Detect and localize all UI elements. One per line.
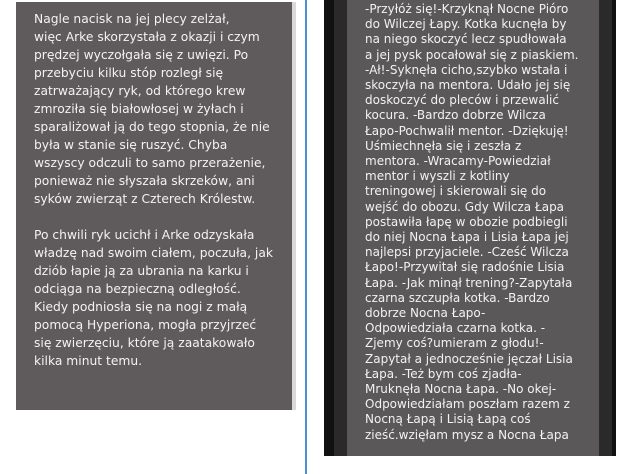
left-story-panel: [16, 2, 292, 410]
left-paragraph-1: Nagle nacisk na jej plecy zelżał, więc Arke skorzystała z okazji i czym prędzej wyczołgała się z uwięzi. Po przebyciu kilku stóp rozległ się zatrważający ryk, od którego krew zmroziła się białowłosej w żyłach i sparaliżował ją do tego stopnia, że nie była w stanie się ruszyć. Chyba wszyscy odczuli to samo przerażenie, ponieważ nie słyszała skrzeków, ani syków zwierząt z Czterech Królestw.: [34, 12, 270, 206]
left-paragraph-2: Po chwili ryk ucichł i Arke odzyskała władzę nad swoim ciałem, poczuła, jak dziób łapie ją za ubrania na karku i odciąga na bezpieczną odległość. Kiedy podniosła się na nogi z małą pomocą Hyperiona, mogła przyjrzeć się zwierzęciu, które ją zaatakowało kilka minut temu.: [34, 228, 273, 368]
vertical-divider: [305, 0, 307, 474]
right-story-panel: [347, 0, 599, 456]
left-panel-shadow: [292, 2, 296, 410]
right-story-text: -Przyłóż się!-Krzyknął Nocne Pióro do Wilczej Łapy. Kotka kucnęła by na niego skoczyć lecz spudłowała a jej pysk pocałował się z piaskiem. -Ał!-Syknęła cicho,szybko wstała i skoczyła na mentora. Udało jej się doskoczyć do pleców i przewalić kocura. -Bardzo dobrze Wilcza Łapo-Pochwalił mentor. -Dziękuję! Uśmiechnęła się i zeszła z mentora. -Wracamy-Powiedział mentor i wyszli z kotliny treningowej i skierowali się do wejść do obozu. Gdy Wilcza Łapa postawiła łapę w obozie podbiegli do niej Nocna Łapa i Lisia Łapa jej najlepsi przyjaciele. -Cześć Wilcza Łapo!-Przywitał się radośnie Lisia Łapa. -Jak minął trening?-Zapytała czarna szczupła kotka. -Bardzo dobrze Nocna Łapo- Odpowiedziała czarna kotka. - Zjemy coś?umieram z głodu!- Zapytał a jednocześnie jęczał Lisia Łapa. -Też bym coś zjadła- Mruknęła Nocna Łapa. -No okej- Odpowiedziałam poszłam razem z Nocną Łapą i Lisią Łapą coś zieść.wzięłam mysz a Nocna Łapa: [365, 2, 579, 442]
